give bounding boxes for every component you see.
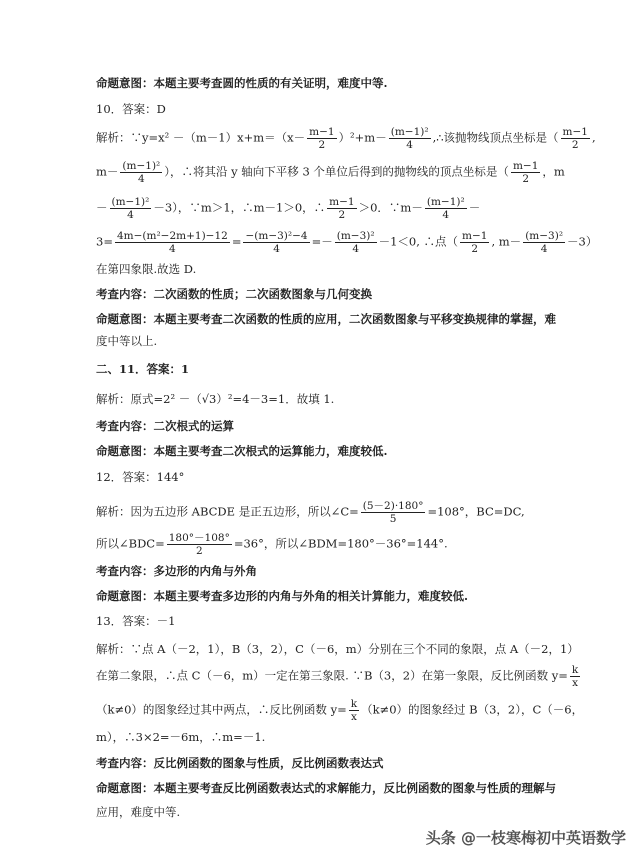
intent-line-13a: 命题意图：本题主要考查反比例函数表达式的求解能力，反比例函数的图象与性质的理解与 xyxy=(96,781,556,795)
analysis-10-line2: m－ $\frac{\text{(m−1)²}}{4}$ ），∴将其沿 y 轴向下平移 3 个单位后得到的抛物线的顶点坐标是（ $\frac{m-1}{2}$ ，m xyxy=(96,160,565,185)
answer-12: 12．答案：144° xyxy=(96,470,185,484)
content-line-11: 考查内容：二次根式的运算 xyxy=(96,419,234,433)
analysis-10-line5: 在第四象限.故选 D. xyxy=(96,262,197,276)
fraction: $\frac{m-1}{2}$ xyxy=(329,196,355,221)
analysis-10-line3: － $\frac{\text{(m−1)²}}{4}$ －3），∵m＞1，∴m－1＞0，∴ $\frac{m-1}{2}$ ＞0．∵m－ $\frac{\text{(m−1)²}}{4}$ － xyxy=(96,196,481,221)
fraction: $\frac{\text{−(m−3)²−4}}{4}$ xyxy=(245,230,308,255)
analysis-10-line4: 3= $\frac{\text{4m−(m²−2m+1)−12}}{4}$ = $\frac{\text{−(m−3)²−4}}{4}$ =－ $\frac{\text{(m−3)²}}{4}$ －1＜0, ∴点（ $\frac{m-1}{2}$ , m－ $\frac{\text{(m−3)²}}{4}$ －3） xyxy=(96,230,598,255)
fraction: $\frac{m-1}{2}$ xyxy=(512,160,539,185)
analysis-13-line3: （k≠0）的图象经过其中两点，∴反比例函数 y= $\frac{k}{x}$ （k≠0）的图象经过 B（3，2），C（－6， xyxy=(96,698,584,723)
intent-line-13b: 应用，难度中等. xyxy=(96,805,181,819)
fraction: $\frac{\text{(m−3)²}}{4}$ xyxy=(525,230,564,255)
content-line-10: 考查内容：二次函数的性质；二次函数图象与几何变换 xyxy=(96,287,372,301)
analysis-13-line2: 在第二象限，∴点 C（－6，m）一定在第三象限. ∵B（3，2）在第一象限，反比例函数 y= $\frac{k}{x}$ xyxy=(96,664,579,689)
analysis-11: 解析：原式=2² －（√3）²=4－3=1．故填 1. xyxy=(96,392,335,406)
intent-line-11: 命题意图：本题主要考查二次根式的运算能力，难度较低. xyxy=(96,444,388,458)
analysis-12-line1: 解析：因为五边形 ABCDE 是正五边形，所以∠C= $\frac{(5-2)\cdot 180^\circ}{5}$ =108°，BC=DC, xyxy=(96,500,525,525)
fraction: $\frac{k}{x}$ xyxy=(350,698,358,723)
content-line-13: 考查内容：反比例函数的图象与性质，反比例函数表达式 xyxy=(96,756,384,770)
answer-13: 13．答案：－1 xyxy=(96,614,176,628)
intent-line-10b: 度中等以上. xyxy=(96,334,158,348)
fraction: $\frac{m-1}{2}$ xyxy=(562,126,588,151)
fraction: $\frac{m-1}{2}$ xyxy=(462,230,488,255)
intent-line-10a: 命题意图：本题主要考查二次函数的性质的应用，二次函数图象与平移变换规律的掌握，难 xyxy=(96,312,556,326)
fraction: $\frac{\text{(m−1)²}}{4}$ xyxy=(390,126,429,151)
fraction: $\frac{\text{4m−(m²−2m+1)−12}}{4}$ xyxy=(116,230,228,255)
fraction: $\frac{\text{(m−1)²}}{4}$ xyxy=(111,196,150,221)
fraction: $\frac{\text{(m−1)²}}{4}$ xyxy=(426,196,465,221)
fraction: $\frac{180^\circ-108^\circ}{2}$ xyxy=(168,532,230,557)
answer-11: 二、11．答案：1 xyxy=(96,362,190,376)
fraction: $\frac{\text{(m−1)²}}{4}$ xyxy=(122,160,161,185)
fraction: $\frac{(5-2)\cdot 180^\circ}{5}$ xyxy=(362,500,424,525)
analysis-13-line4: m），∴3×2=－6m，∴m=－1. xyxy=(96,730,266,744)
intent-line-9: 命题意图：本题主要考查圆的性质的有关证明，难度中等. xyxy=(96,76,388,90)
analysis-10-line1: 解析：∵y=x² －（m－1）x+m＝（x－ $\frac{m-1}{2}$ ）²+m－ $\frac{\text{(m−1)²}}{4}$ ,∴该抛物线顶点坐标是（ $\frac{m-1}{2}$ , xyxy=(96,126,596,151)
watermark: 头条 @一枝寒梅初中英语数学 xyxy=(425,829,626,847)
text: 解析：∵y=x² －（m－1）x+m＝（x－ xyxy=(96,130,306,145)
content-line-12: 考查内容：多边形的内角与外角 xyxy=(96,564,257,578)
intent-line-12: 命题意图：本题主要考查多边形的内角与外角的相关计算能力，难度较低. xyxy=(96,589,468,603)
fraction: $\frac{\text{(m−3)²}}{4}$ xyxy=(336,230,375,255)
analysis-12-line2: 所以∠BDC= $\frac{180^\circ-108^\circ}{2}$ =36°，所以∠BDM=180°－36°=144°. xyxy=(96,532,448,557)
analysis-13-line1: 解析：∵点 A（－2，1），B（3，2），C（－6，m）分别在三个不同的象限，点 A（－2，1） xyxy=(96,642,579,656)
fraction: $\frac{k}{x}$ xyxy=(571,664,579,689)
answer-10: 10．答案：D xyxy=(96,102,166,116)
fraction: $\frac{m-1}{2}$ xyxy=(309,126,335,151)
